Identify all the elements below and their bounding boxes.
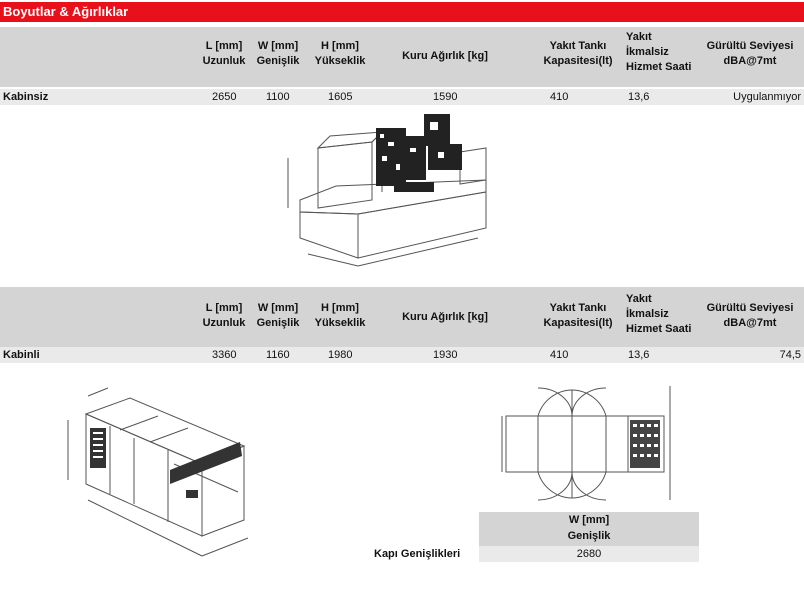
canopy-top-view-drawing — [500, 380, 676, 508]
table-row — [0, 347, 804, 363]
header-fuel-tank: Yakıt Tankı Kapasitesi(lt) — [543, 40, 613, 67]
table-row — [0, 89, 804, 105]
table-header-open — [0, 27, 804, 87]
row-length: 2650 — [212, 91, 237, 103]
door-width-value: 2680 — [479, 546, 699, 562]
row-service: 13,6 — [628, 349, 650, 361]
header-noise: Gürültü Seviyesi dBA@7mt — [706, 302, 794, 329]
section-title: Boyutlar & Ağırlıklar — [3, 4, 129, 19]
header-height: H [mm] Yükseklik — [314, 302, 366, 329]
header-noise: Gürültü Seviyesi dBA@7mt — [706, 40, 794, 67]
row-noise: 74,5 — [779, 349, 801, 361]
header-width: W [mm] Genişlik — [256, 40, 300, 67]
row-tank: 410 — [550, 349, 569, 361]
header-dry-weight: Kuru Ağırlık [kg] — [402, 50, 488, 62]
section-title-bar — [0, 2, 804, 22]
table-header-canopy — [0, 287, 804, 347]
row-tank: 410 — [550, 91, 569, 103]
header-service-hours: Yakıt İkmalsiz Hizmet Saati — [626, 293, 692, 335]
row-name: Kabinli — [3, 349, 40, 361]
row-height: 1980 — [328, 349, 353, 361]
row-weight: 1930 — [433, 349, 458, 361]
row-width: 1100 — [266, 91, 290, 103]
header-height: H [mm] Yükseklik — [314, 40, 366, 67]
door-width-header: W [mm] Genişlik — [479, 512, 699, 546]
header-fuel-tank: Yakıt Tankı Kapasitesi(lt) — [543, 302, 613, 329]
door-width-label: Kapı Genişlikleri — [374, 548, 461, 560]
header-length: L [mm] Uzunluk — [202, 302, 246, 329]
header-width: W [mm] Genişlik — [256, 302, 300, 329]
row-height: 1605 — [328, 91, 353, 103]
row-weight: 1590 — [433, 91, 458, 103]
open-generator-drawing — [278, 108, 494, 270]
header-dry-weight: Kuru Ağırlık [kg] — [402, 311, 488, 323]
canopy-generator-drawing — [58, 380, 258, 576]
header-service-hours: Yakıt İkmalsiz Hizmet Saati — [626, 31, 692, 73]
row-service: 13,6 — [628, 91, 650, 103]
row-noise: Uygulanmıyor — [733, 91, 801, 103]
row-name: Kabinsiz — [3, 91, 49, 103]
header-length: L [mm] Uzunluk — [202, 40, 246, 67]
row-length: 3360 — [212, 349, 237, 361]
row-width: 1160 — [266, 349, 290, 361]
